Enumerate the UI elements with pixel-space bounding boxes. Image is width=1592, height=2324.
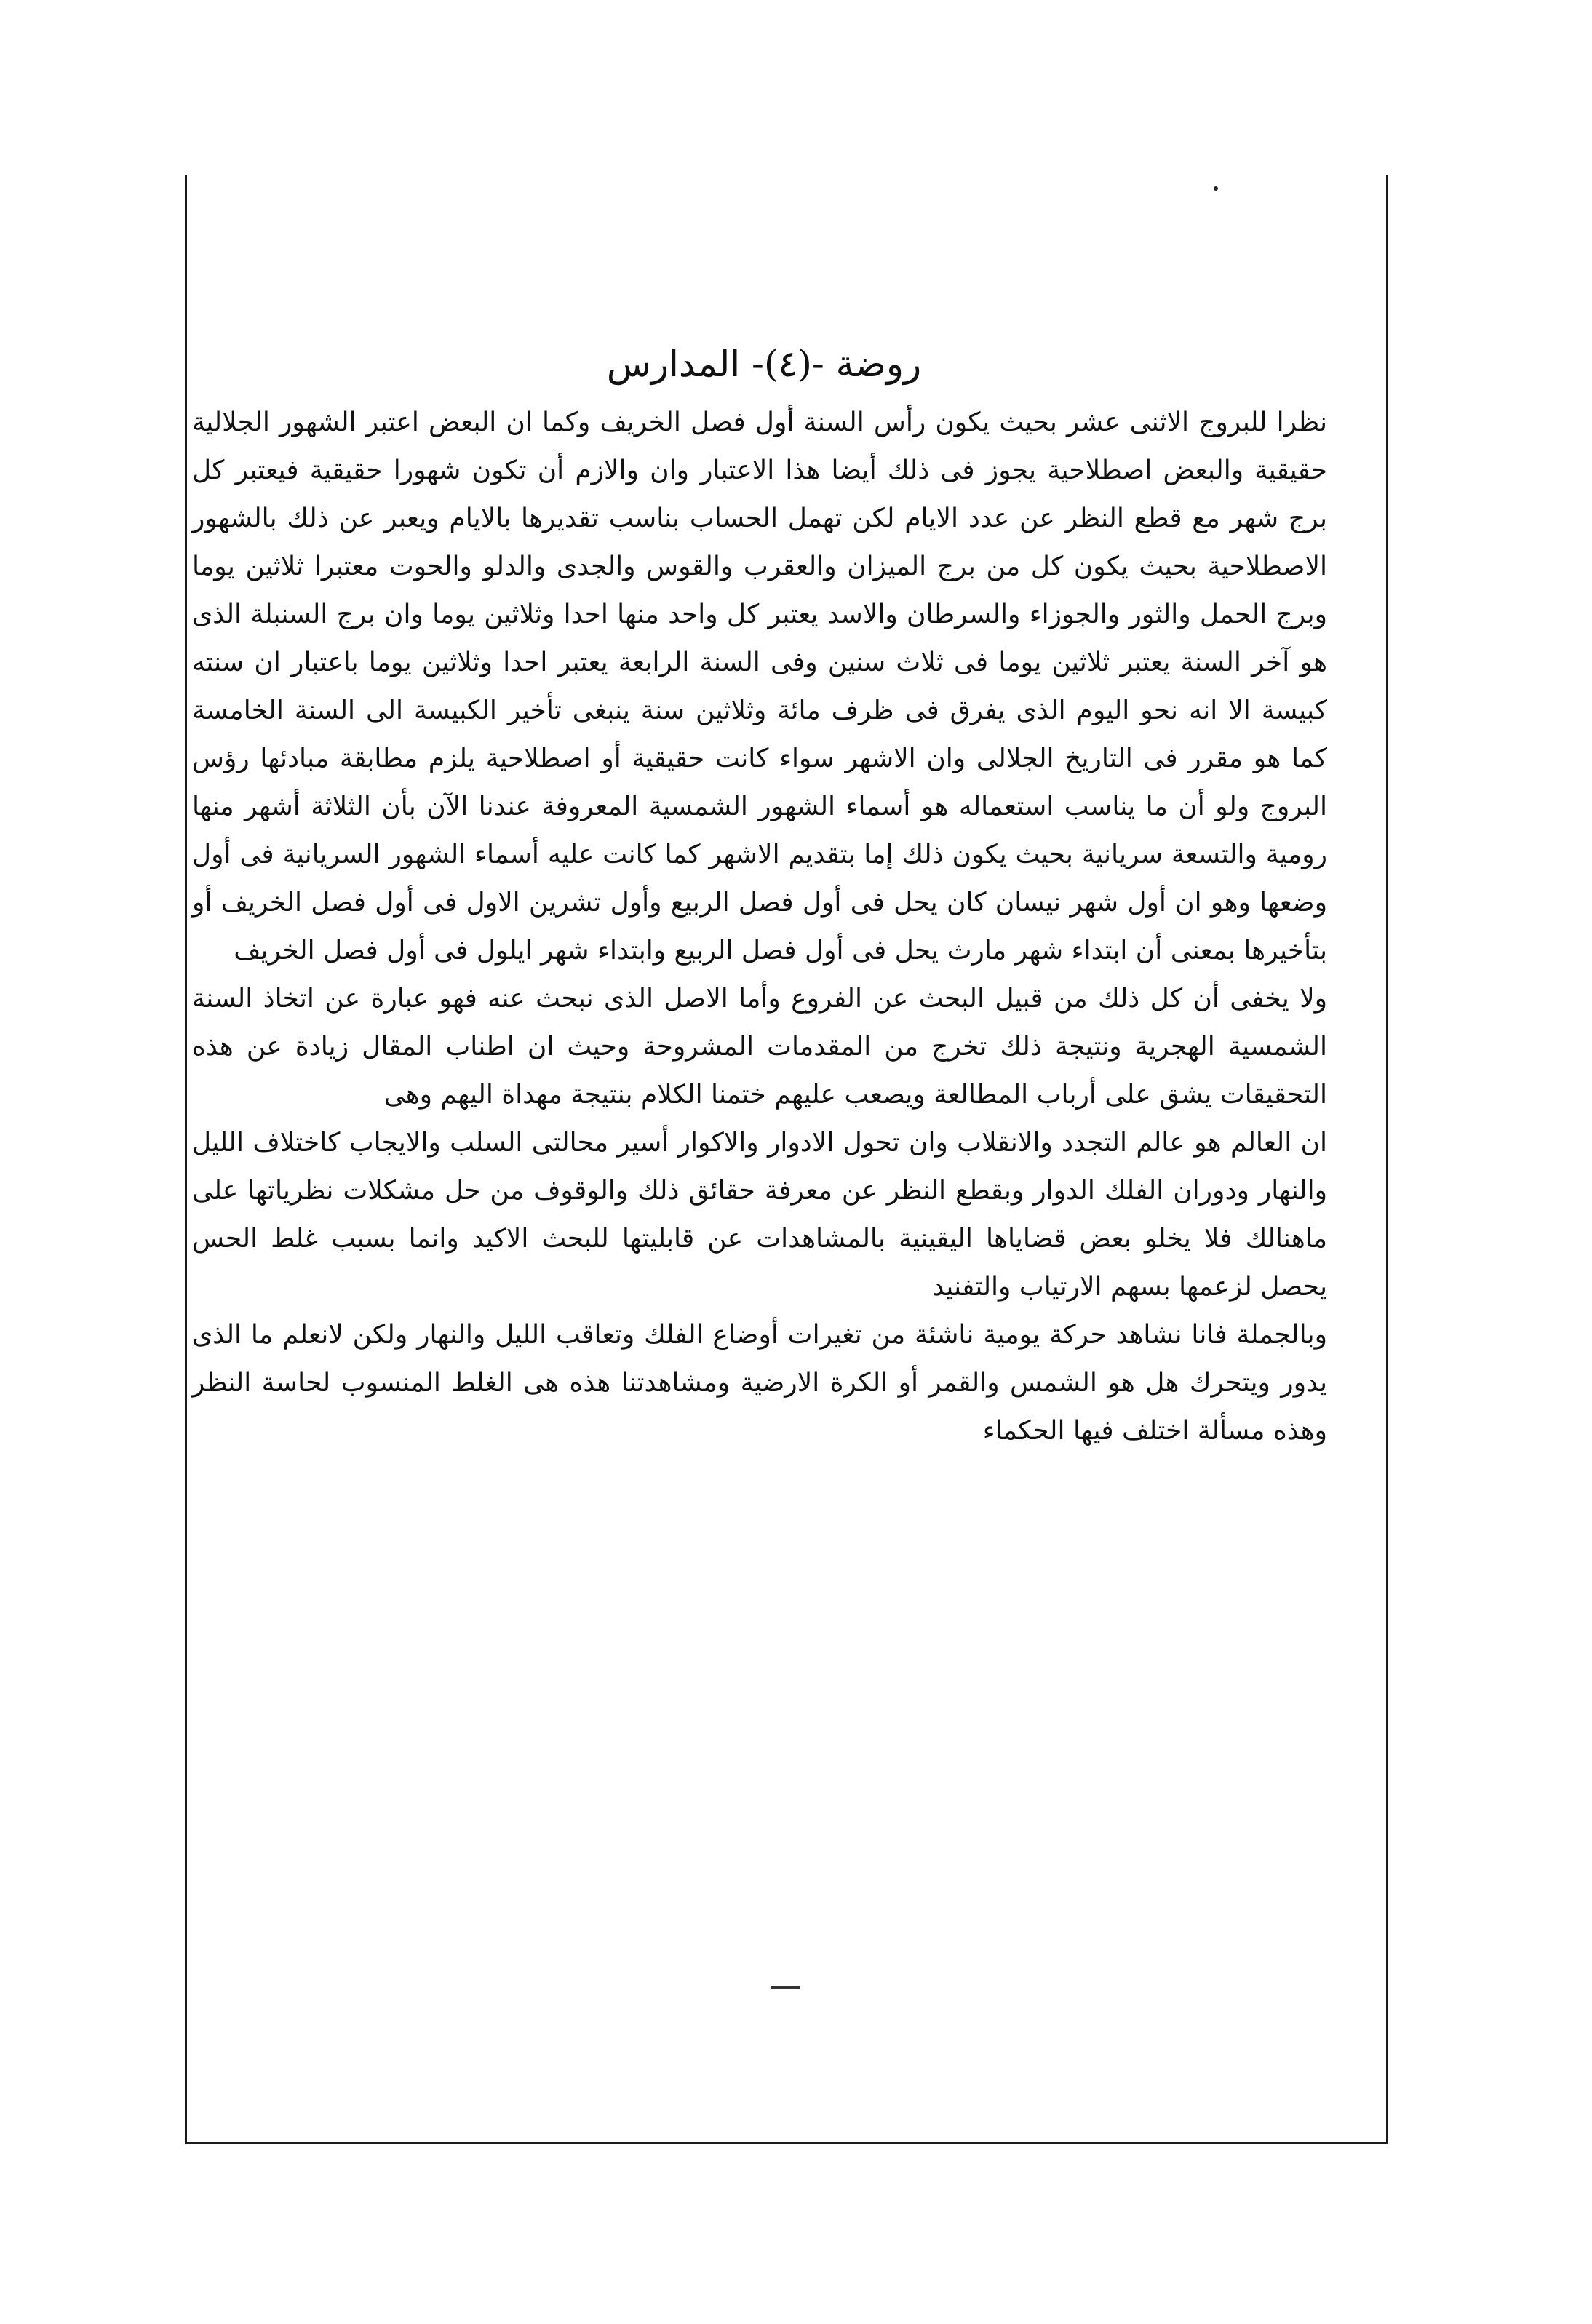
catchword-mark	[771, 1986, 800, 1989]
paragraph-4: وبالجملة فانا نشاهد حركة يومية ناشئة من تغيرات أوضاع الفلك وتعاقب الليل والنهار ولكن لانعلم ما الذى يدور ويتحرك هل هو الشمس والقمر أو الكرة الارضية ومشاهدتنا هذه هى الغلط المنسوب لحاسة النظر وهذه مسألة اختلف فيها الحكماء	[192, 1320, 1327, 1446]
paragraph-2: ولا يخفى أن كل ذلك من قبيل البحث عن الفروع وأما الاصل الذى نبحث عنه فهو عبارة عن اتخاذ السنة الشمسية الهجرية ونتيجة ذلك تخرج من المقدمات المشروحة وحيث ان اطناب المقال زيادة عن هذه التحقيقات يشق على أرباب المطالعة ويصعب عليهم ختمنا الكلام بنتيجة مهداة اليهم وهى	[192, 984, 1327, 1110]
page-body	[192, 399, 1327, 1455]
page-title: روضة -(٤)- المدارس	[606, 343, 922, 385]
paragraph-1: نظرا للبروج الاثنى عشر بحيث يكون رأس السنة أول فصل الخريف وكما ان البعض اعتبر الشهور الجلالية حقيقية والبعض اصطلاحية يجوز فى ذلك أيضا هذا الاعتبار وان والازم أن تكون شهورا حقيقية فيعتبر كل برج شهر مع قطع النظر عن عدد الايام لكن تهمل الحساب بناسب تقديرها بالايام ويعبر عن ذلك بالشهور الاصطلاحية بحيث يكون كل من برج الميزان والعقرب والقوس والجدى والدلو والحوت معتبرا ثلاثين يوما وبرج الحمل والثور والجوزاء والسرطان والاسد يعتبر كل واحد منها احدا وثلاثين يوما وان برج السنبلة الذى هو آخر السنة يعتبر ثلاثين يوما فى ثلاث سنين وفى السنة الرابعة يعتبر احدا وثلاثين يوما باعتبار ان سنته كبيسة الا انه نحو اليوم الذى يفرق فى ظرف مائة وثلاثين سنة ينبغى تأخير الكبيسة الى السنة الخامسة كما هو مقرر فى التاريخ الجلالى وان الاشهر سواء كانت حقيقية أو اصطلاحية يلزم مطابقة مبادئها رؤس البروج ولو أن ما يناسب استعماله هو أسماء الشهور الشمسية المعروفة عندنا الآن بأن الثلاثة أشهر منها رومية والتسعة سريانية بحيث يكون ذلك إما بتقديم الاشهر كما كانت عليه أسماء الشهور السريانية فى أول وضعها وهو ان أول شهر نيسان كان يحل فى أول فصل الربيع وأول تشرين الاول فى أول فصل الخريف أو بتأخيرها بمعنى أن ابتداء شهر مارث يحل فى أول فصل الربيع وابتداء شهر ايلول فى أول فصل الخريف	[192, 407, 1327, 966]
paragraph-3: ان العالم هو عالم التجدد والانقلاب وان تحول الادوار والاكوار أسير محالتى السلب والايجاب كاختلاف الليل والنهار ودوران الفلك الدوار وبقطع النظر عن معرفة حقائق ذلك والوقوف من حل مشكلات نظرياتها على ماهنالك فلا يخلو بعض قضاياها اليقينية بالمشاهدات عن قابليتها للبحث الاكيد وانما بسبب غلط الحس يحصل لزعمها بسهم الارتياب والتفنيد	[192, 1128, 1327, 1302]
ink-mark	[1214, 186, 1218, 191]
page-header	[437, 335, 1091, 393]
